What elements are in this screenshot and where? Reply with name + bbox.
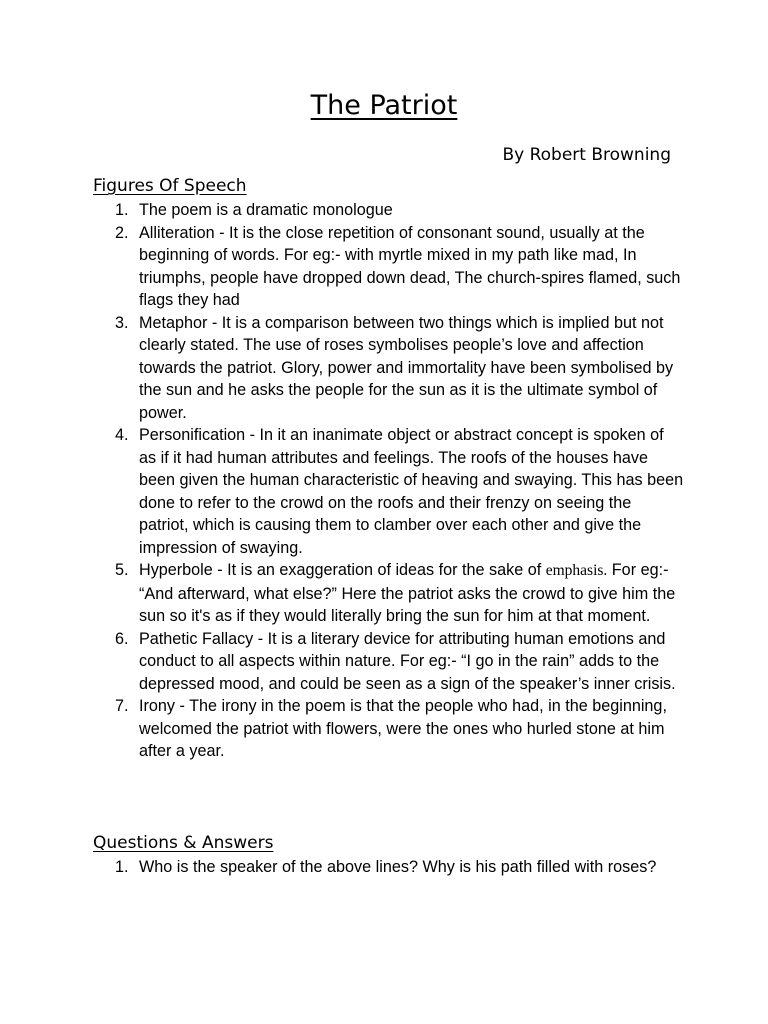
list-item-number: 2. xyxy=(115,223,129,242)
list-item xyxy=(115,559,684,628)
list-item-text: Metaphor - It is a comparison between two things which is implied but not clearly stated. The use of roses symbolises people’s love and affection towards the patriot. Glory, power and immortality have been symbolised by the sun and he asks the people for the sun as it is the ultimate symbol of power. xyxy=(139,313,674,422)
page-title-text: The Patriot xyxy=(310,90,458,121)
list-item-number: 3. xyxy=(115,313,129,332)
list-item xyxy=(115,222,684,312)
list-item-text-emphasis: emphasis. xyxy=(545,562,608,579)
list-item-number: 1. xyxy=(115,201,129,219)
list-item xyxy=(115,199,684,222)
list-item-number: 1. xyxy=(115,858,129,876)
list-item-text: The poem is a dramatic monologue xyxy=(139,201,393,219)
list-item xyxy=(115,312,684,425)
figures-of-speech-list xyxy=(115,199,684,763)
list-item-text: Who is the speaker of the above lines? Why is his path filled with roses? xyxy=(139,858,657,876)
list-item-text: Pathetic Fallacy - It is a literary device for attributing human emotions and conduct to all aspects within nature. For eg:- “I go in the rain” adds to the depressed mood, and could be seen as a sign of the speaker’s inner crisis. xyxy=(139,629,676,693)
list-item-number: 7. xyxy=(115,697,129,715)
list-item xyxy=(115,628,684,696)
list-item xyxy=(115,424,684,559)
list-item-text: Personification - In it an inanimate object or abstract concept is spoken of as if it had human attributes and feelings. The roofs of the houses have been given the human characteristic of heaving and swaying. This has been done to refer to the crowd on the roofs and their frenzy on seeing the patriot, which is causing them to clamber over each other and give the impression of swaying. xyxy=(139,426,684,557)
list-item-text-continued: For eg:- “And afterward, what else?” Here the patriot asks the crowd to give him the sun so it's as if they would literally bring the sun for him at that moment. xyxy=(139,561,676,625)
questions-answers-heading: Questions & Answers xyxy=(93,833,274,853)
author-line: By Robert Browning xyxy=(502,145,671,165)
list-item-number: 5. xyxy=(115,561,129,579)
questions-answers-list xyxy=(115,856,684,879)
list-item xyxy=(115,856,684,879)
list-item-text: Alliteration - It is the close repetition of consonant sound, usually at the beginning of words. For eg:- with myrtle mixed in my path like mad, In triumphs, people have dropped down dead, The church-spires flamed, such flags they had xyxy=(139,223,681,309)
page-title xyxy=(0,86,768,126)
list-item xyxy=(115,695,684,763)
list-item-number: 6. xyxy=(115,629,129,648)
list-item-number: 4. xyxy=(115,426,129,444)
list-item-text: Hyperbole - It is an exaggeration of ideas for the sake of xyxy=(139,561,542,579)
list-item-text: Irony - The irony in the poem is that the people who had, in the beginning, welcomed the patriot with flowers, were the ones who hurled stone at him after a year. xyxy=(139,697,667,760)
figures-of-speech-heading: Figures Of Speech xyxy=(93,176,247,196)
